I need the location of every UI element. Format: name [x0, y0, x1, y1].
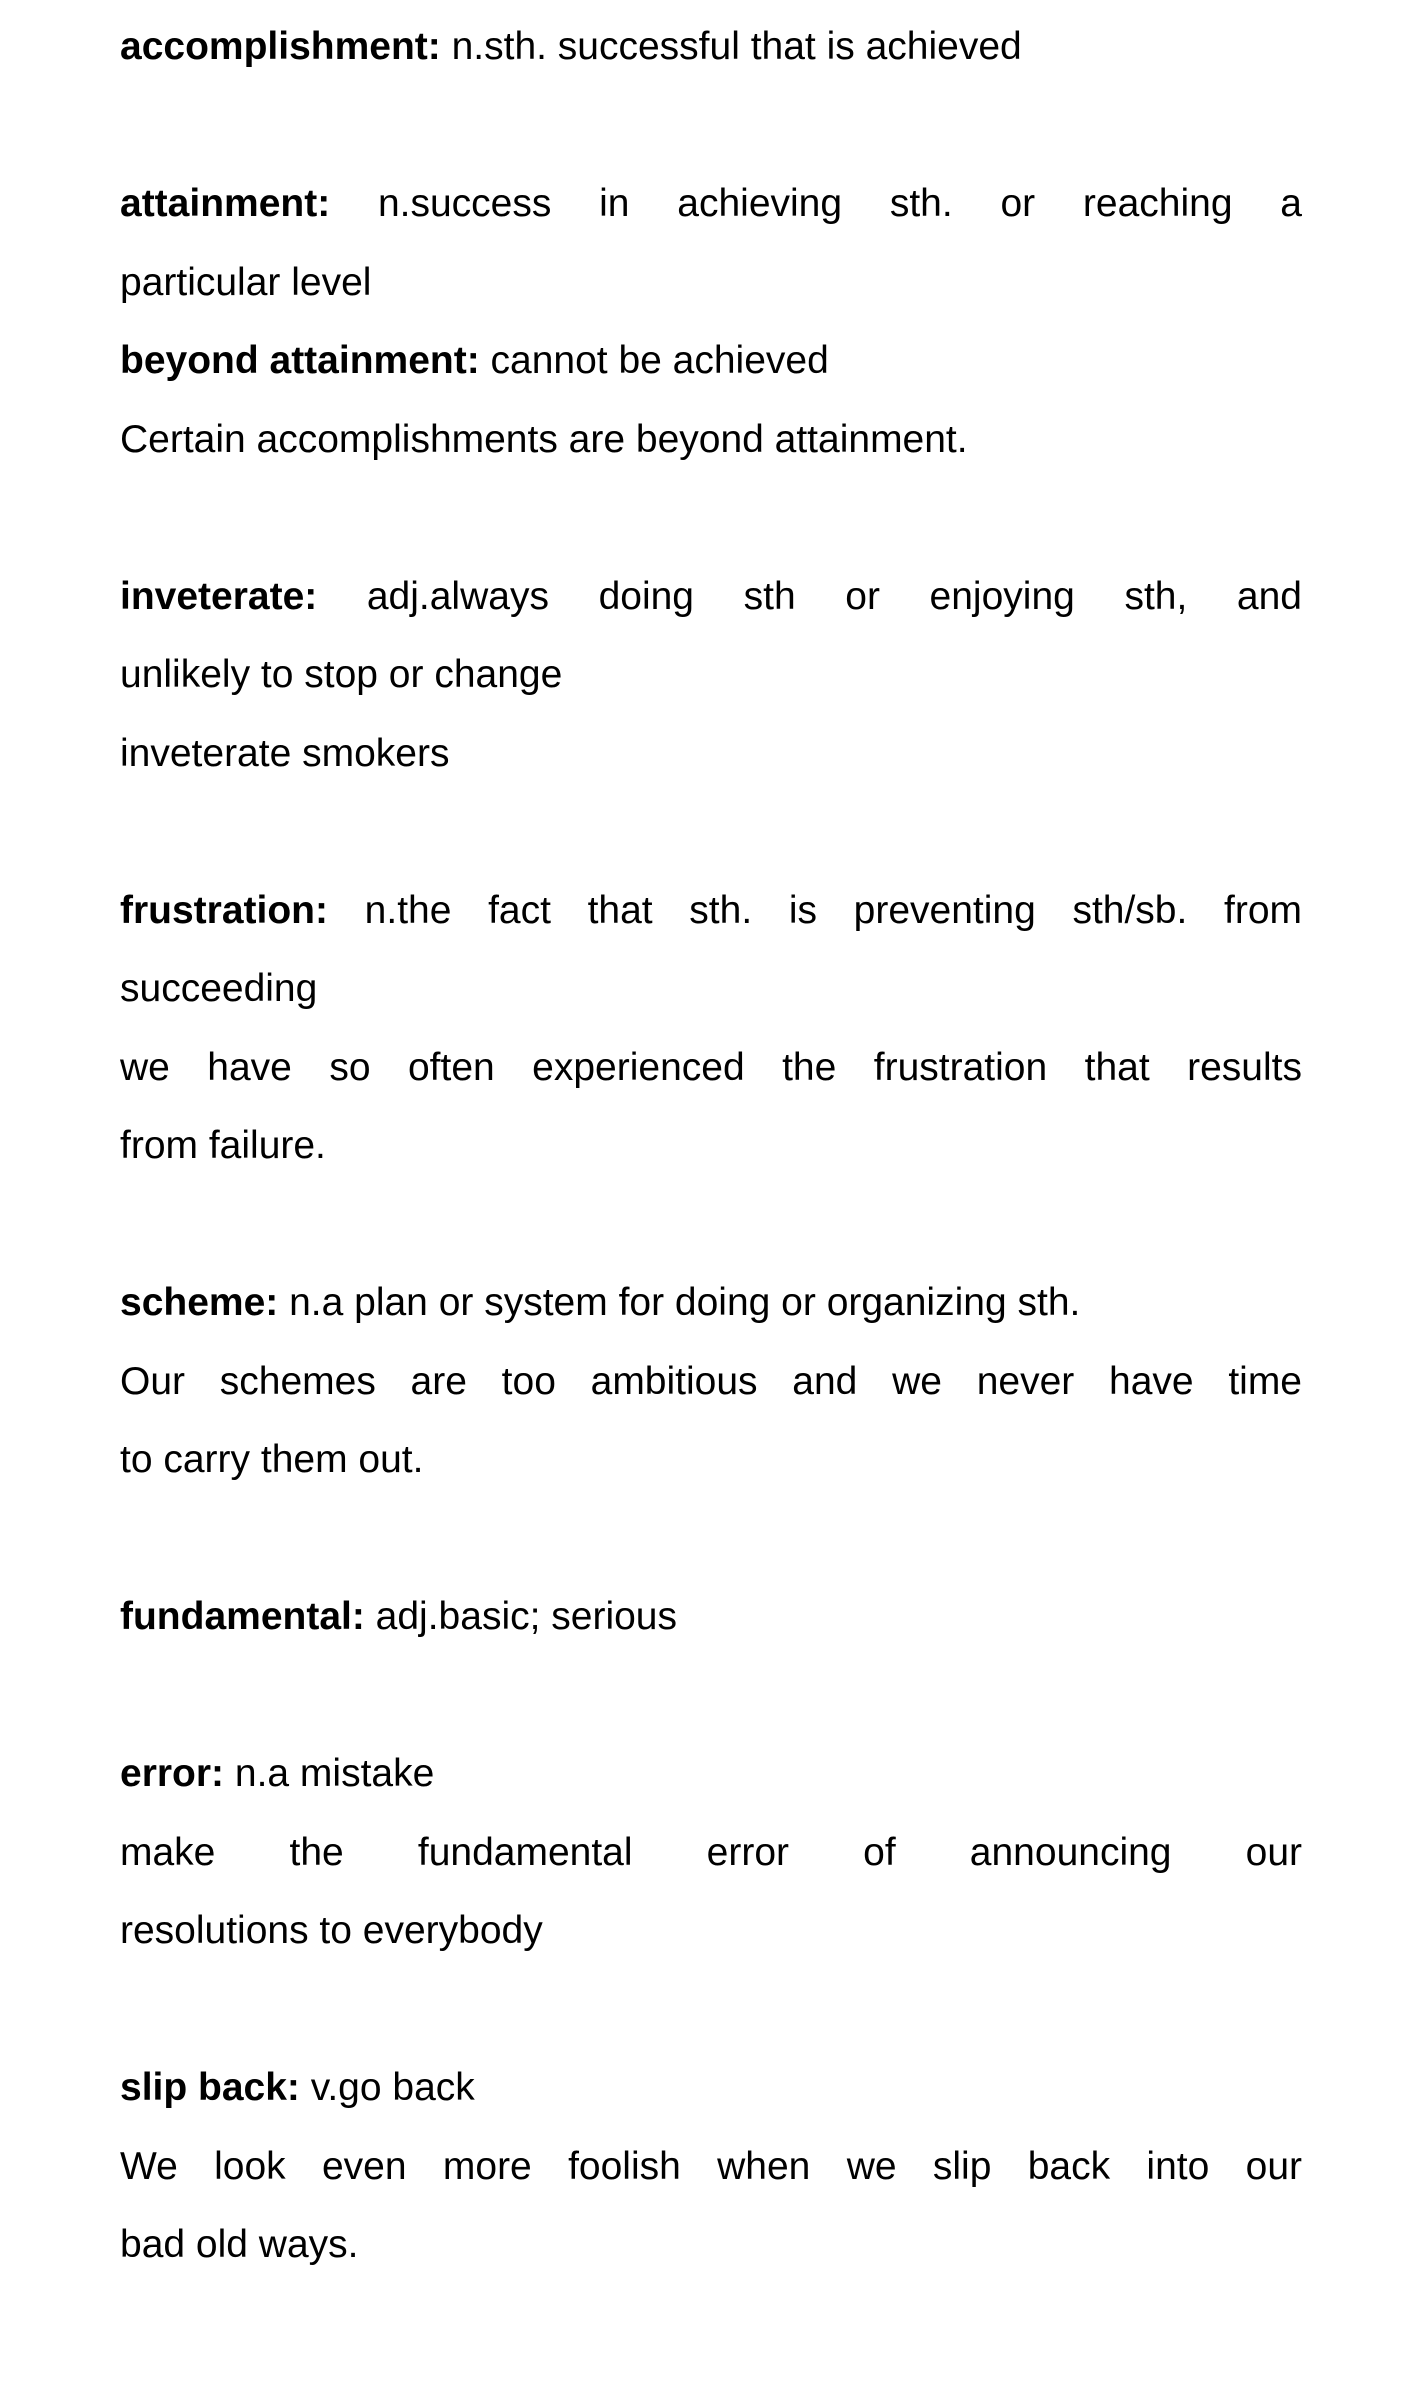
spacer [120, 87, 1302, 166]
definition-continuation: particular level [120, 260, 372, 304]
term: frustration: [120, 888, 328, 932]
definition: v.go back [299, 2066, 475, 2109]
entry-accomplishment [120, 8, 1302, 87]
definition: n.a plan or system for doing or organizing sth. [278, 1281, 1081, 1324]
definition: n.success in achieving sth. or reaching a [330, 182, 1302, 225]
definition-continuation: succeeding [120, 967, 318, 1010]
term: attainment: [120, 182, 331, 225]
example-sentence: We look even more foolish when we slip back into our [120, 2144, 1302, 2188]
entry-error [120, 1735, 1302, 1814]
example-sentence: make the fundamental error of announcing our [120, 1830, 1302, 1874]
entry-beyond-attainment [120, 322, 1302, 401]
term: fundamental: [120, 1595, 365, 1638]
entry-inveterate [120, 558, 1302, 637]
term: beyond attainment: [120, 339, 480, 382]
example-sentence: inveterate smokers [120, 731, 450, 775]
term: inveterate: [120, 574, 318, 618]
spacer [120, 1971, 1302, 2050]
example-sentence: we have so often experienced the frustration that results [120, 1045, 1302, 1089]
vocabulary-notes [120, 8, 1302, 2285]
example-sentence: Our schemes are too ambitious and we never have time [120, 1359, 1302, 1403]
entry-scheme [120, 1264, 1302, 1343]
definition: n.sth. successful that is achieved [440, 25, 1022, 68]
entry-slip-back [120, 2049, 1302, 2128]
entry-fundamental [120, 1578, 1302, 1657]
definition: cannot be achieved [479, 339, 829, 382]
spacer [120, 479, 1302, 558]
spacer [120, 1657, 1302, 1736]
example-continuation: from failure. [120, 1124, 326, 1167]
term: accomplishment: [120, 25, 441, 68]
definition: n.a mistake [224, 1752, 435, 1795]
definition: n.the fact that sth. is preventing sth/sb. from [328, 888, 1302, 932]
term: slip back: [120, 2066, 300, 2109]
spacer [120, 793, 1302, 872]
example-continuation: bad old ways. [120, 2223, 359, 2266]
spacer [120, 1500, 1302, 1579]
entry-frustration [120, 872, 1302, 951]
example-continuation: resolutions to everybody [120, 1909, 543, 1952]
spacer [120, 1186, 1302, 1265]
example-continuation: to carry them out. [120, 1438, 424, 1481]
term: scheme: [120, 1281, 279, 1324]
example-sentence: Certain accomplishments are beyond attainment. [120, 417, 968, 461]
definition: adj.basic; serious [364, 1595, 677, 1638]
term: error: [120, 1752, 225, 1795]
entry-attainment [120, 165, 1302, 244]
definition-continuation: unlikely to stop or change [120, 653, 563, 696]
definition: adj.always doing sth or enjoying sth, and [317, 574, 1302, 618]
